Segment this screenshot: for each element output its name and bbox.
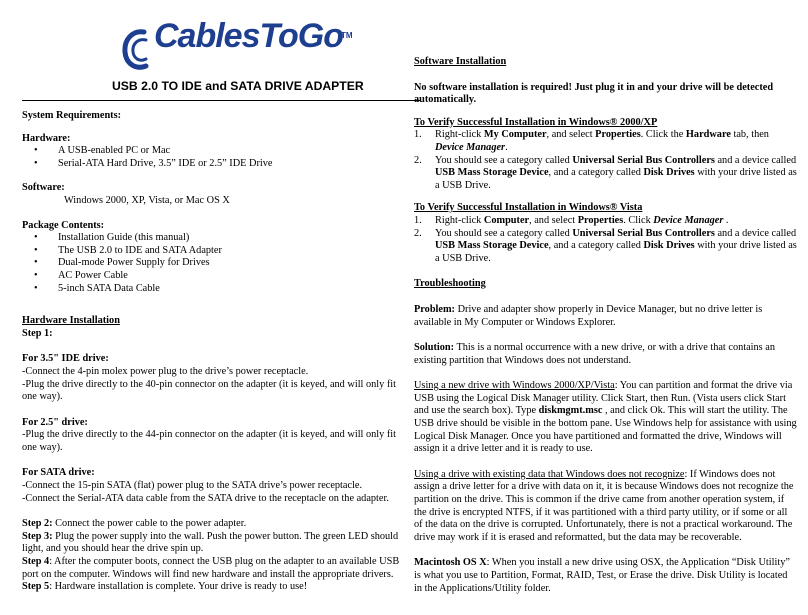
list-item: 1. Right-click My Computer, and select Properties. Click the Hardware tab, then Device Manager. — [414, 129, 769, 153]
brand-wordmark: CablesToGo — [154, 17, 343, 55]
list-item: • The USB 2.0 to IDE and SATA Adapter — [22, 245, 404, 258]
list-item: • AC Power Cable — [22, 270, 404, 283]
page-title: USB 2.0 TO IDE and SATA DRIVE ADAPTER — [112, 79, 364, 93]
list-item: 2. You should see a category called Universal Serial Bus Controllers and a device called USB Mass Storage Device, and a category called Disk Drives with your drive listed as a USB Drive. — [414, 154, 797, 191]
solution-paragraph: Solution: This is a normal occurrence with a new drive, or with a drive that contains an existing partition that Windows does not understand. — [414, 342, 775, 366]
ide35-line: -Plug the drive directly to the 40-pin connector on the adapter (it is keyed, and will only fit one way). — [22, 378, 397, 403]
xp-steps — [414, 129, 798, 192]
step-2: Step 2: Connect the power cable to the power adapter. — [22, 518, 247, 530]
ide35-label: For 3.5" IDE drive: — [22, 353, 109, 365]
package-contents-label: Package Contents: — [22, 219, 105, 231]
mac-paragraph: Macintosh OS X: When you install a new drive using OSX, the Application “Disk Utility” is what you use to Partition, Format, RAID, Test, or Erase the drive. Disk Utility is located in the Applications/Utility folder. — [414, 557, 790, 594]
brand-trademark: TM — [341, 31, 353, 40]
xp-verify-heading: To Verify Successful Installation in Windows® 2000/XP — [414, 116, 658, 128]
list-item: 1. Right-click Computer, and select Properties. Click Device Manager . — [414, 214, 729, 226]
title-divider — [22, 100, 420, 101]
step-3: Step 3: Plug the power supply into the wall. Push the power button. The green LED should light, and you should hear the drive spin up. — [22, 530, 399, 555]
brand-logo — [122, 17, 362, 76]
hardware-installation-heading: Hardware Installation — [22, 315, 120, 327]
software-installation-heading: Software Installation — [414, 56, 507, 67]
list-item: • Installation Guide (this manual) — [22, 232, 404, 245]
hardware-label: Hardware: — [22, 132, 71, 144]
sata-line: -Connect the Serial-ATA data cable from the SATA drive to the receptacle on the adapter. — [22, 492, 389, 504]
troubleshooting-heading: Troubleshooting — [414, 278, 486, 290]
problem-paragraph: Problem: Drive and adapter show properly in Device Manager, but no drive letter is available in My Computer or Windows Explorer. — [414, 303, 763, 328]
sata-line: -Connect the 15-pin SATA (flat) power plug to the SATA drive’s power receptacle. — [22, 480, 363, 492]
list-item: • 5-inch SATA Data Cable — [22, 283, 404, 296]
list-item: • A USB-enabled PC or Mac — [22, 145, 404, 158]
vista-verify-heading: To Verify Successful Installation in Windows® Vista — [414, 202, 643, 214]
ide25-label: For 2.5" drive: — [22, 416, 88, 428]
software-value: Windows 2000, XP, Vista, or Mac OS X — [64, 194, 230, 206]
vista-steps — [414, 215, 798, 265]
software-label: Software: — [22, 182, 65, 194]
cablestogo-swirl-icon — [122, 26, 156, 72]
existing-data-paragraph: Using a drive with existing data that Windows does not recognize: If Windows does not assign a drive letter for a drive with data on it, it is because Windows does not recognize the partition on the drive. This is common if the drive came from another operation system, if the drive is encrypted NTFS, if it was partitioned with a third party utility, or if some or all of the data on the drive is corrupted. Unfortunately, there is not a practical workaround. The drive may work if it is erased and reformatted, but the data may be recoverable. — [414, 468, 794, 543]
list-item: • Dual-mode Power Supply for Drives — [22, 257, 404, 270]
ide35-line: -Connect the 4-pin molex power plug to the drive’s power receptacle. — [22, 365, 309, 377]
step1-label: Step 1: — [22, 327, 53, 339]
step-5: Step 5: Hardware installation is complete. Your drive is ready to use! — [22, 581, 308, 593]
package-list — [22, 232, 404, 295]
hardware-list — [22, 145, 404, 170]
step-4: Step 4: After the computer boots, connect the USB plug on the adapter to an available USB port on the computer. Windows will find new hardware and install the appropriate drivers. — [22, 556, 400, 580]
list-item: • Serial-ATA Hard Drive, 3.5” IDE or 2.5” IDE Drive — [22, 158, 404, 171]
new-drive-paragraph: Using a new drive with Windows 2000/XP/Vista: You can partition and format the drive via USB using the Logical Disk Manager utility. Click Start, then Run. (Vista users click Start and use the search box). Type diskmgmt.msc , and click Ok. This will start the utility. The USB drive should be visible in the bottom pane. Use Windows help for assistance with using Logical Disk Manager. Once you have partitioned and formatted the drive, Windows will assign it a drive letter and it is ready to use. — [414, 380, 797, 455]
ide25-line: -Plug the drive directly to the 44-pin connector on the adapter (it is keyed, and will only fit one way). — [22, 429, 397, 453]
sata-label: For SATA drive: — [22, 467, 95, 479]
list-item: 2. You should see a category called Universal Serial Bus Controllers and a device called USB Mass Storage Device, and a category called Disk Drives with your drive listed as a USB Drive. — [414, 227, 797, 264]
software-installation-text: No software installation is required! Just plug it in and your drive will be detected automatically. — [414, 81, 774, 106]
system-requirements-heading: System Requirements: — [22, 110, 122, 121]
